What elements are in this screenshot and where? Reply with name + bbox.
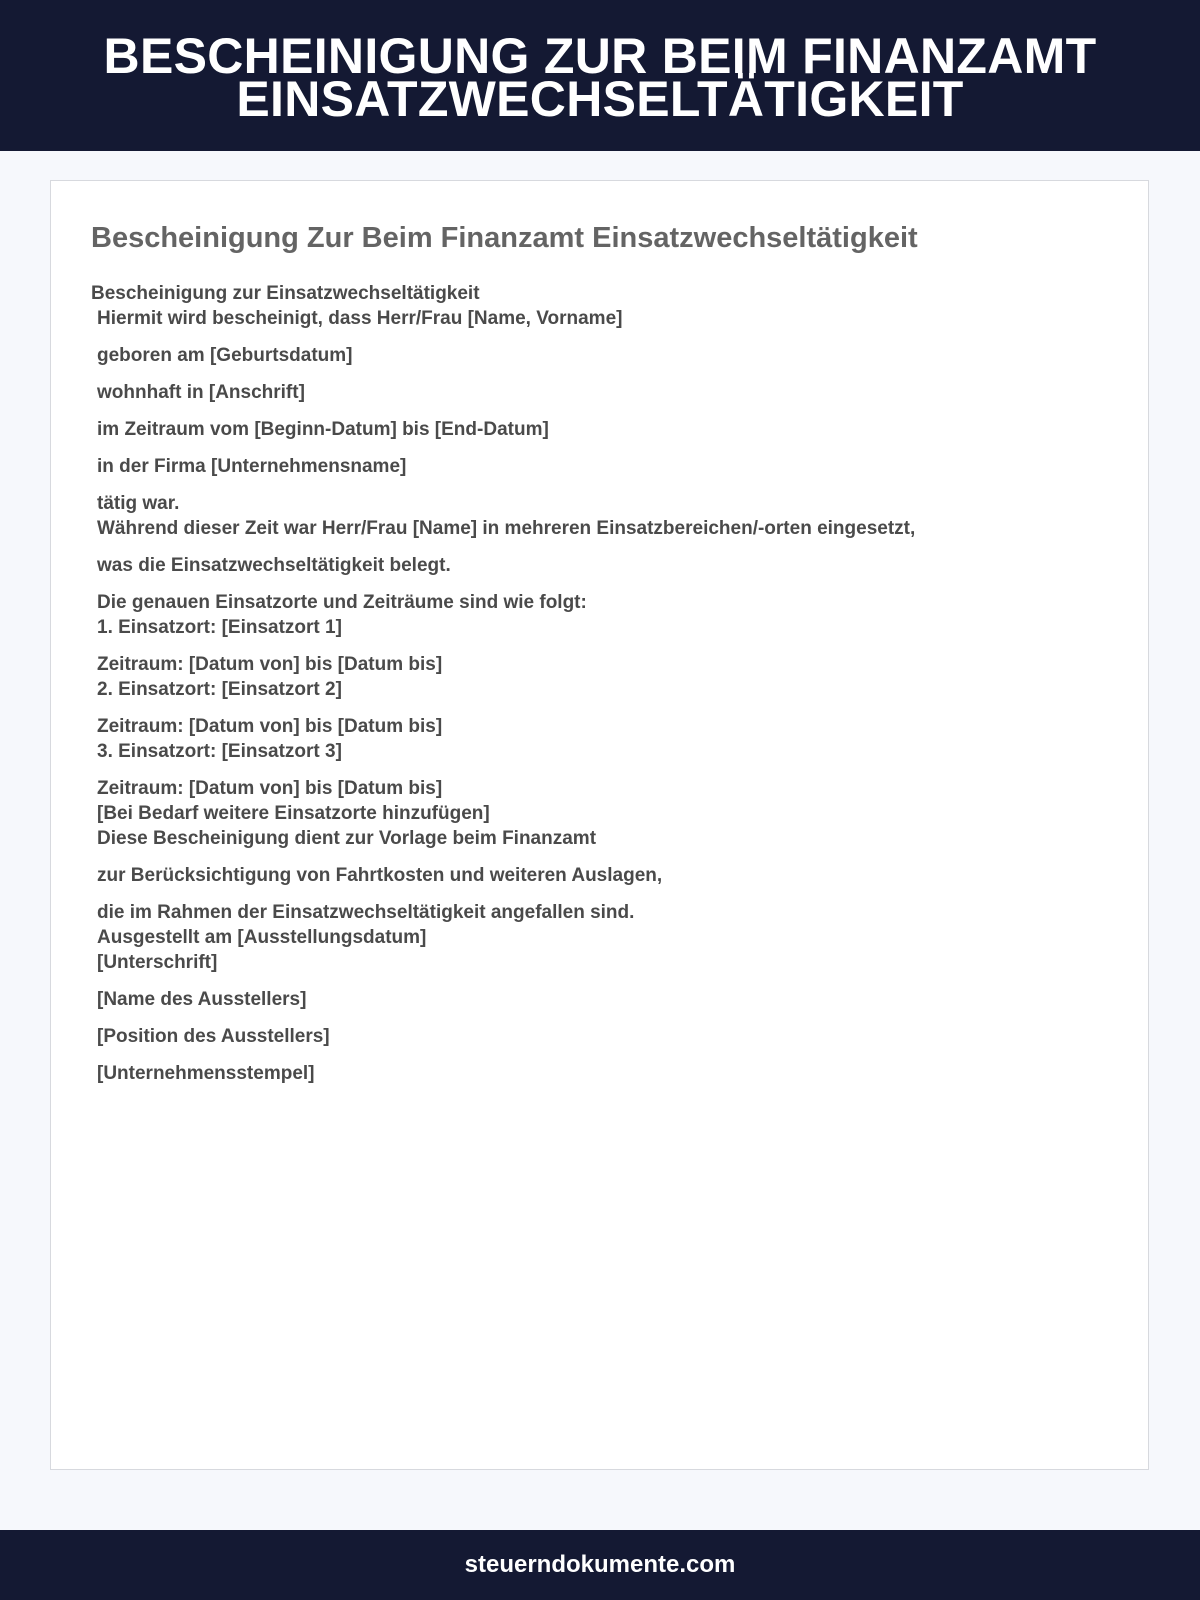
- document-title: Bescheinigung Zur Beim Finanzamt Einsatzwechseltätigkeit: [91, 222, 918, 254]
- document-line: 2. Einsatzort: [Einsatzort 2]: [97, 679, 342, 700]
- document-line: Die genauen Einsatzorte und Zeiträume sind wie folgt:: [97, 592, 587, 613]
- document-line: in der Firma [Unternehmensname]: [97, 456, 407, 477]
- document-card: [50, 180, 1149, 1470]
- document-line: Zeitraum: [Datum von] bis [Datum bis]: [97, 654, 443, 675]
- document-line: Zeitraum: [Datum von] bis [Datum bis]: [97, 716, 443, 737]
- document-line: [Position des Ausstellers]: [97, 1026, 330, 1047]
- document-line: [Unterschrift]: [97, 952, 218, 973]
- document-line: Hiermit wird bescheinigt, dass Herr/Frau [Name, Vorname]: [97, 308, 623, 329]
- document-line: 1. Einsatzort: [Einsatzort 1]: [97, 617, 342, 638]
- document-line: wohnhaft in [Anschrift]: [97, 382, 305, 403]
- document-line: [Name des Ausstellers]: [97, 989, 307, 1010]
- document-line: 3. Einsatzort: [Einsatzort 3]: [97, 741, 342, 762]
- document-line: im Zeitraum vom [Beginn-Datum] bis [End-Datum]: [97, 419, 549, 440]
- footer-site-name: steuerndokumente.com: [464, 1551, 736, 1578]
- document-line: die im Rahmen der Einsatzwechseltätigkeit angefallen sind.: [97, 902, 635, 923]
- document-line: tätig war.: [97, 493, 180, 514]
- header-title-line-2: EINSATZWECHSELTÄTIGKEIT: [236, 70, 964, 127]
- document-line: Bescheinigung zur Einsatzwechseltätigkeit: [91, 283, 480, 304]
- document-line: Zeitraum: [Datum von] bis [Datum bis]: [97, 778, 443, 799]
- page-footer: [0, 1530, 1200, 1600]
- document-line: [Unternehmensstempel]: [97, 1063, 315, 1084]
- document-line: Während dieser Zeit war Herr/Frau [Name] in mehreren Einsatzbereichen/-orten eingesetzt,: [97, 518, 916, 539]
- document-line: geboren am [Geburtsdatum]: [97, 345, 353, 366]
- page-header: [0, 0, 1200, 151]
- document-line: zur Berücksichtigung von Fahrtkosten und weiteren Auslagen,: [97, 865, 663, 886]
- document-body: [91, 281, 1091, 1086]
- page-header-title: [103, 27, 1097, 127]
- header-title-line-1: BESCHEINIGUNG ZUR BEIM FINANZAMT: [103, 27, 1097, 84]
- document-line: was die Einsatzwechseltätigkeit belegt.: [97, 555, 451, 576]
- document-line: [Bei Bedarf weitere Einsatzorte hinzufügen]: [97, 803, 490, 824]
- document-line: Ausgestellt am [Ausstellungsdatum]: [97, 927, 427, 948]
- document-line: Diese Bescheinigung dient zur Vorlage beim Finanzamt: [97, 828, 597, 849]
